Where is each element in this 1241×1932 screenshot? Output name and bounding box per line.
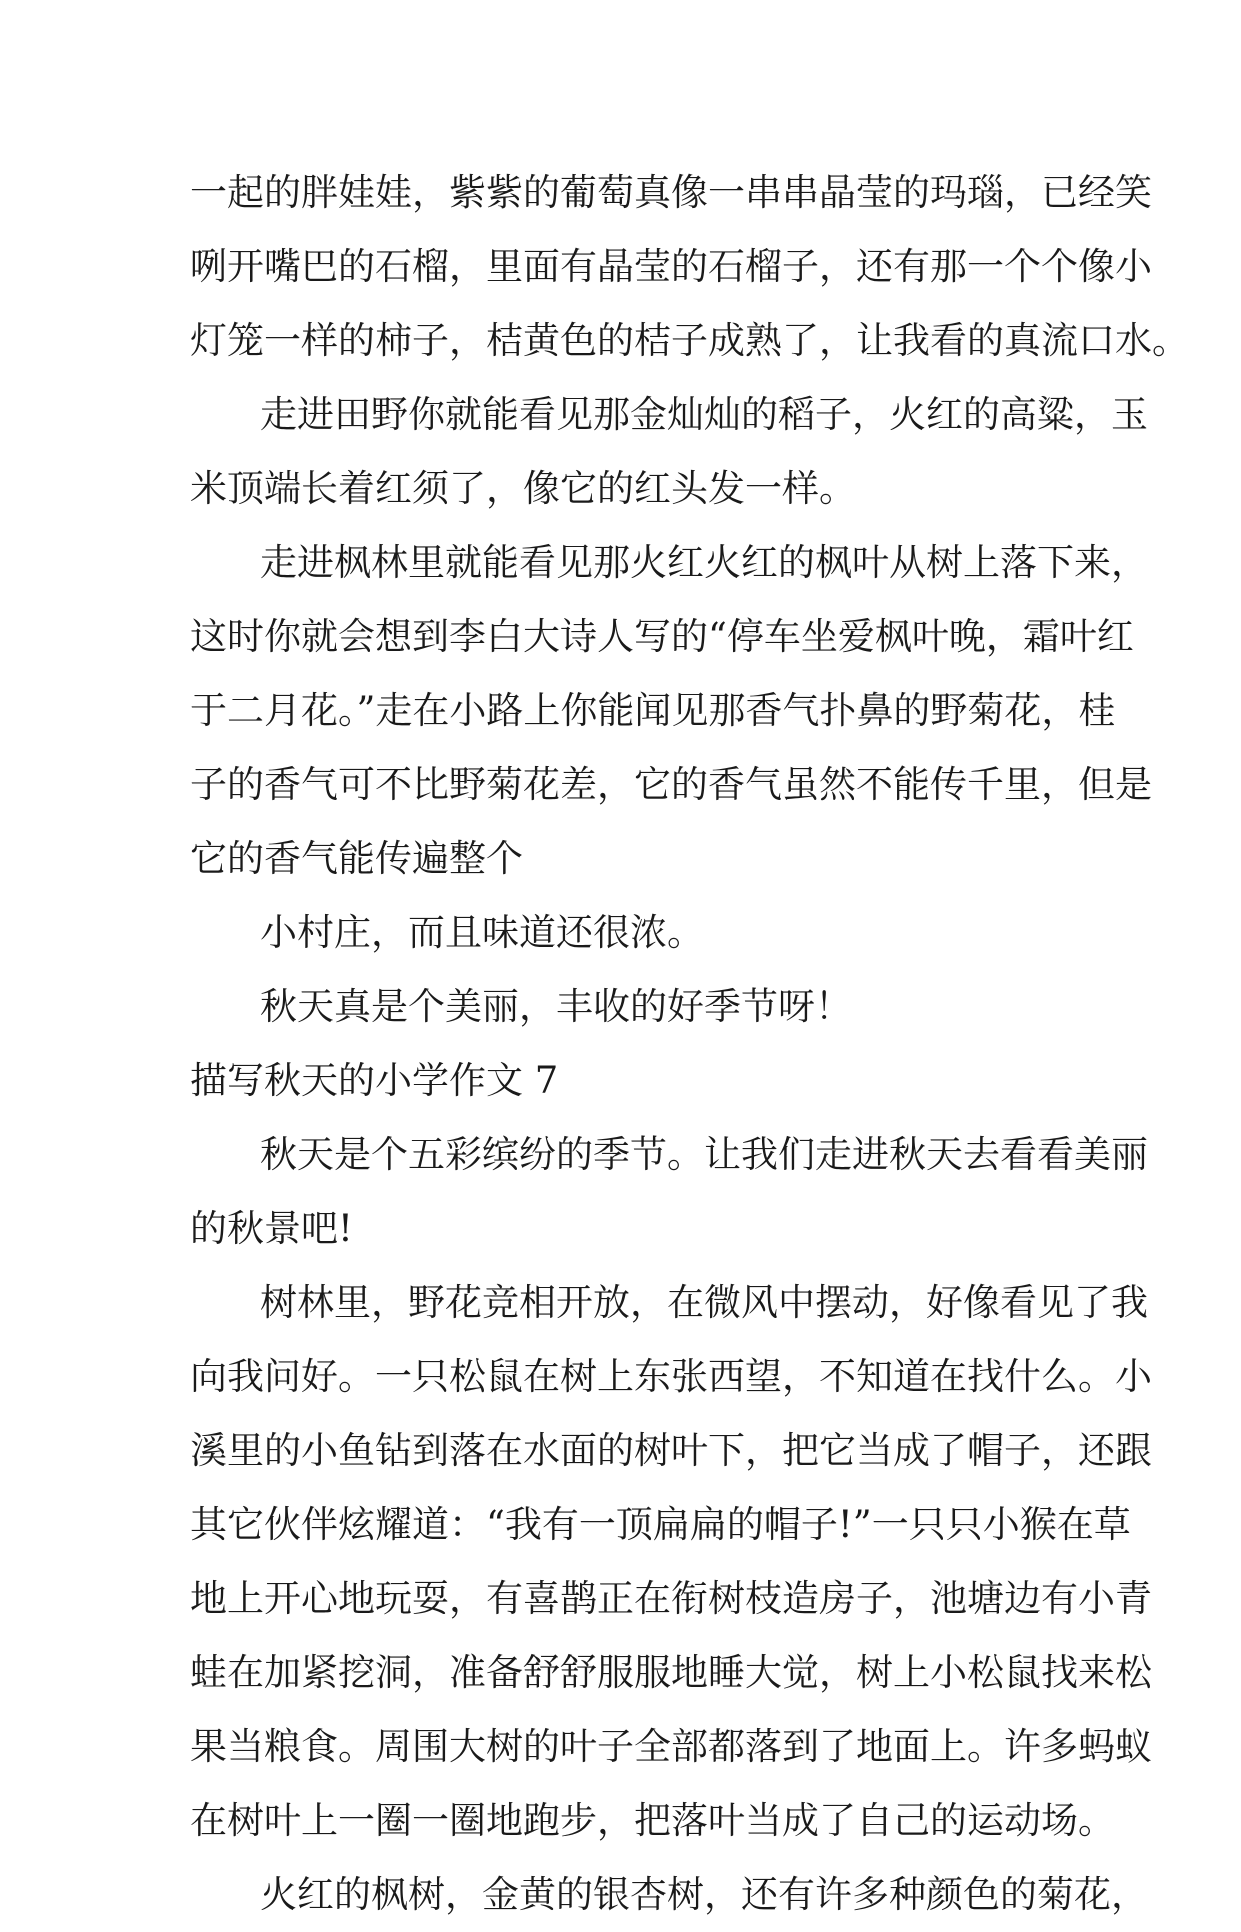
text-line: 秋天真是个美丽，丰收的好季节呀！ xyxy=(260,985,852,1028)
text-line: 蛙在加紧挖洞，准备舒舒服服地睡大觉，树上小松鼠找来松 xyxy=(190,1651,1152,1694)
text-line: 在树叶上一圈一圈地跑步，把落叶当成了自己的运动场。 xyxy=(190,1799,1115,1842)
section-heading: 描写秋天的小学作文 7 xyxy=(190,1059,559,1102)
text-line: 咧开嘴巴的石榴，里面有晶莹的石榴子，还有那一个个像小 xyxy=(190,245,1152,288)
text-line: 小村庄，而且味道还很浓。 xyxy=(260,911,704,954)
text-line: 米顶端长着红须了，像它的红头发一样。 xyxy=(190,467,856,510)
text-line: 树林里，野花竞相开放，在微风中摆动，好像看见了我 xyxy=(260,1281,1148,1324)
text-line: 的秋景吧! xyxy=(190,1207,353,1250)
text-line: 一起的胖娃娃，紫紫的葡萄真像一串串晶莹的玛瑙，已经笑 xyxy=(190,171,1152,214)
text-line: 火红的枫树，金黄的银杏树，还有许多种颜色的菊花， xyxy=(260,1873,1148,1916)
text-line: 它的香气能传遍整个 xyxy=(190,837,523,880)
text-line: 走进枫林里就能看见那火红火红的枫叶从树上落下来， xyxy=(260,541,1148,584)
text-line: 子的香气可不比野菊花差，它的香气虽然不能传千里，但是 xyxy=(190,763,1152,806)
text-line: 向我问好。一只松鼠在树上东张西望，不知道在找什么。小 xyxy=(190,1355,1152,1398)
text-line: 其它伙伴炫耀道：“我有一顶扁扁的帽子!”一只只小猴在草 xyxy=(190,1503,1131,1546)
text-line: 果当粮食。周围大树的叶子全部都落到了地面上。许多蚂蚁 xyxy=(190,1725,1152,1768)
text-line: 溪里的小鱼钻到落在水面的树叶下，把它当成了帽子，还跟 xyxy=(190,1429,1152,1472)
text-line: 走进田野你就能看见那金灿灿的稻子，火红的高粱，玉 xyxy=(260,393,1148,436)
text-line: 灯笼一样的柿子，桔黄色的桔子成熟了，让我看的真流口水。 xyxy=(190,319,1189,362)
document-page xyxy=(190,156,1189,1932)
text-line: 于二月花。”走在小路上你能闻见那香气扑鼻的野菊花，桂 xyxy=(190,689,1116,732)
text-line: 秋天是个五彩缤纷的季节。让我们走进秋天去看看美丽 xyxy=(260,1133,1148,1176)
text-line: 这时你就会想到李白大诗人写的“停车坐爱枫叶晚，霜叶红 xyxy=(190,615,1134,658)
text-line: 地上开心地玩耍，有喜鹊正在衔树枝造房子，池塘边有小青 xyxy=(190,1577,1152,1620)
